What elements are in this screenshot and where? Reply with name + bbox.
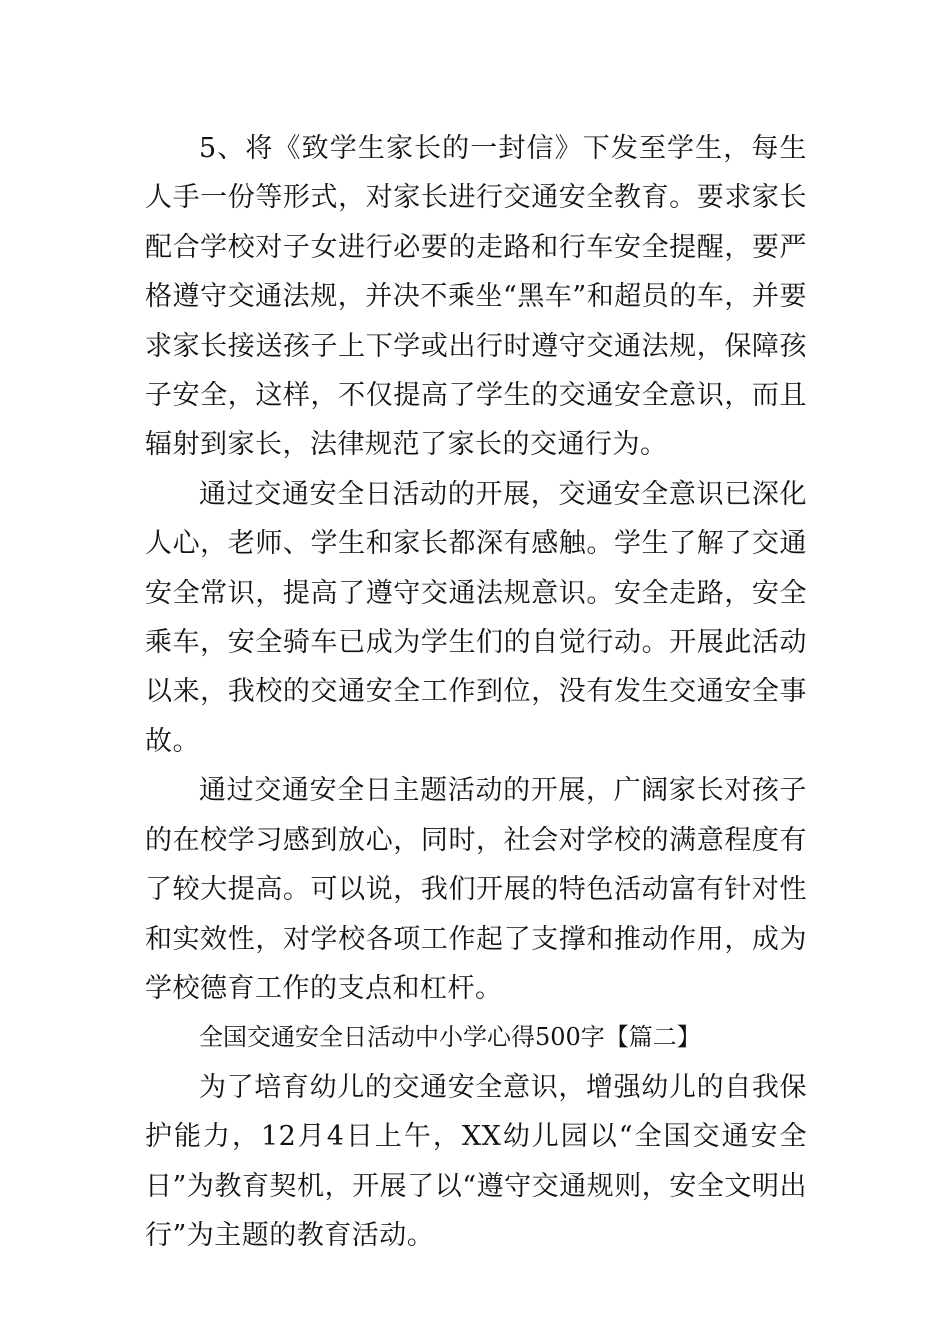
paragraph-activity-results: 通过交通安全日主题活动的开展，广阔家长对孩子的在校学习感到放心，同时，社会对学校的满意程度有了较大提高。可以说，我们开展的特色活动富有针对性和实效性，对学校各项工作起了支撑和推动作用，成为学校德育工作的支点和杠杆。 [145,775,807,1004]
paragraph-parent-letter: 5、将《致学生家长的一封信》下发至学生，每生人手一份等形式，对家长进行交通安全教育。要求家长配合学校对子女进行必要的走路和行车安全提醒，要严格遵守交通法规，并决不乘坐“黑车”和超员的车，并要求家长接送孩子上下学或出行时遵守交通法规，保障孩子安全，这样，不仅提高了学生的交通安全意识，而且辐射到家长，法律规范了家长的交通行为。 [145,133,807,461]
paragraph-safety-awareness: 通过交通安全日活动的开展，交通安全意识已深化人心，老师、学生和家长都深有感触。学生了解了交通安全常识，提高了遵守交通法规意识。安全走路，安全乘车，安全骑车已成为学生们的自觉行动。开展此活动以来，我校的交通安全工作到位，没有发生交通安全事故。 [145,478,807,757]
section-heading: 全国交通安全日活动中小学心得500字【篇二】 [199,1023,701,1052]
paragraph-kindergarten-activity: 为了培育幼儿的交通安全意识，增强幼儿的自我保护能力，12月4日上午，XX幼儿园以“全国交通安全日”为教育契机，开展了以“遵守交通规则，安全文明出行”为主题的教育活动。 [145,1071,807,1251]
document-body [145,124,807,1260]
